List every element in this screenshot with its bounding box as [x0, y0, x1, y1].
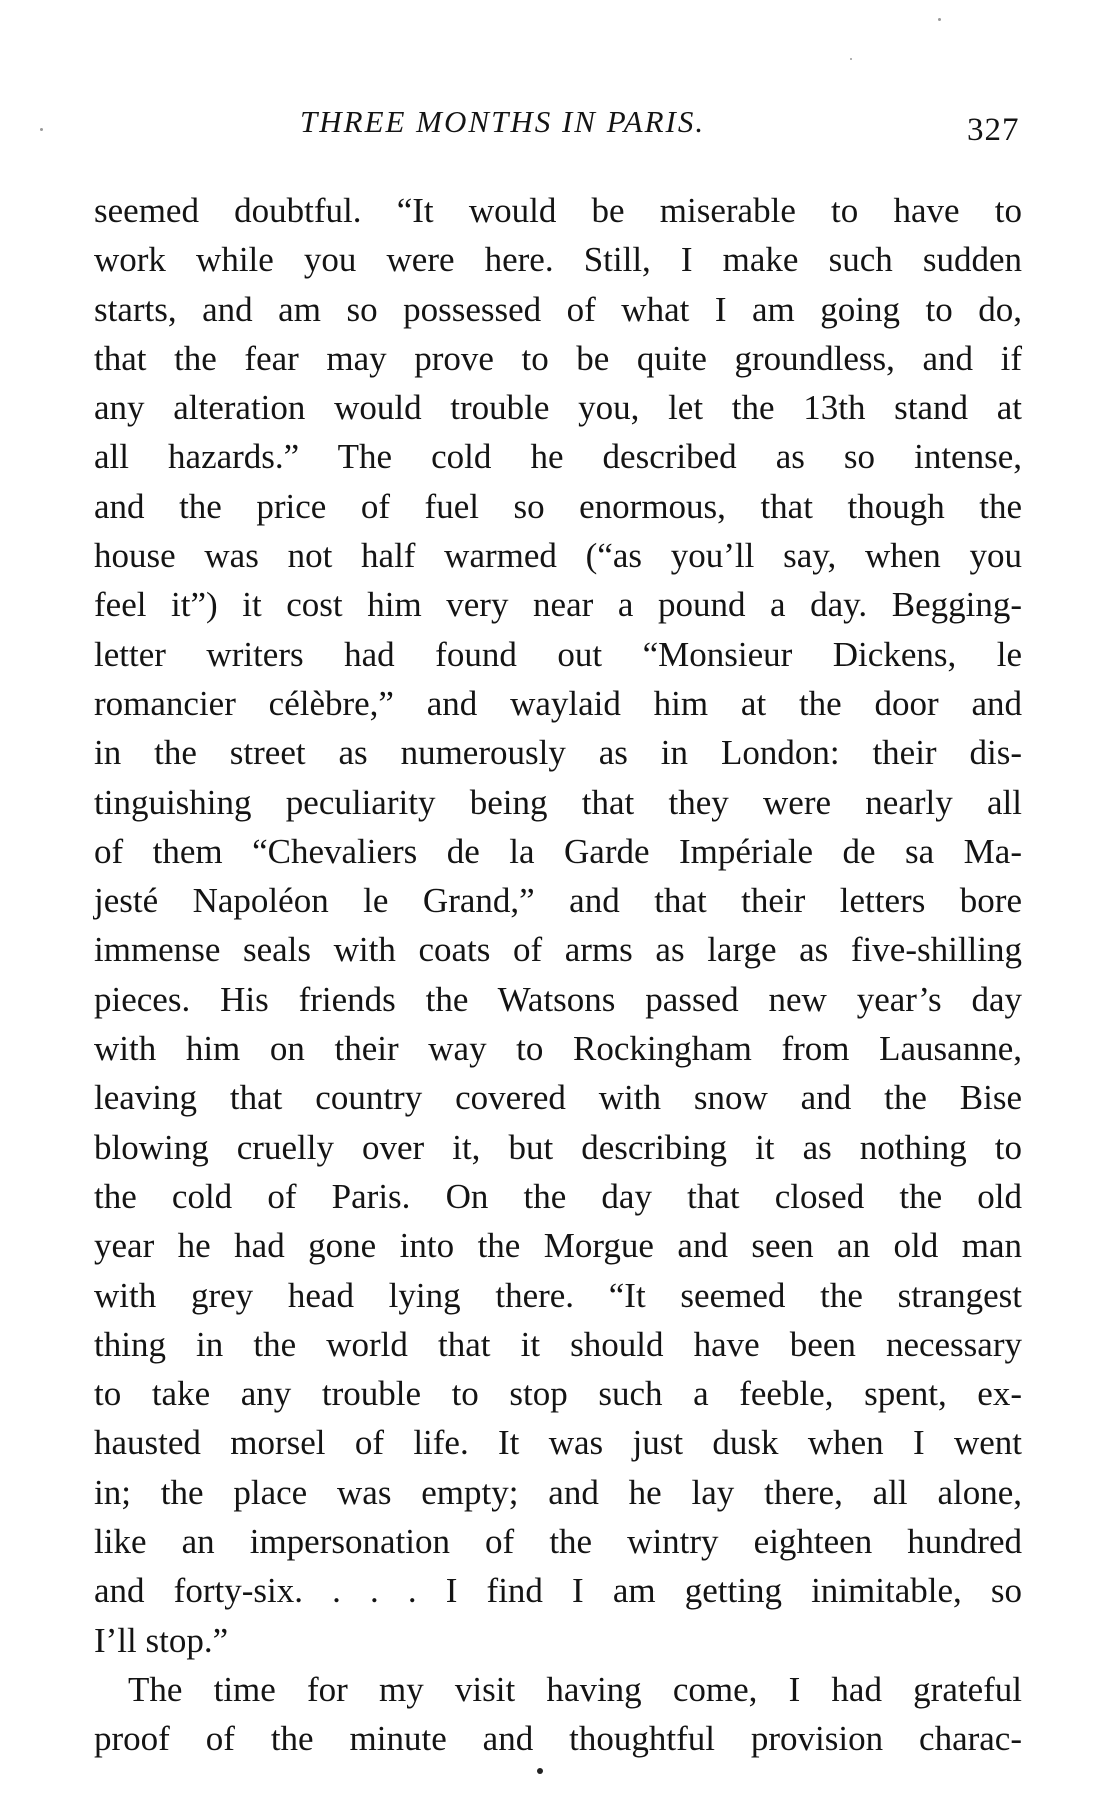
text-line: tinguishing peculiarity being that they were nearly all: [94, 782, 1022, 822]
text-line: hausted morsel of life. It was just dusk when I went: [94, 1423, 1022, 1463]
text-line: starts, and am so possessed of what I am going to do,: [94, 289, 1022, 329]
text-line: jesté Napoléon le Grand,” and that their letters bore: [94, 881, 1022, 921]
paragraph-start-line: The time for my visit having come, I had grateful: [128, 1669, 1022, 1709]
text-line: leaving that country covered with snow and the Bise: [94, 1078, 1022, 1118]
text-line: letter writers had found out “Monsieur Dickens, le: [94, 634, 1022, 674]
text-line: house was not half warmed (“as you’ll say, when you: [94, 536, 1022, 576]
text-line: in the street as numerously as in London: their dis-: [94, 733, 1022, 773]
paper-speck: [938, 18, 941, 21]
text-line: and the price of fuel so enormous, that though the: [94, 486, 1022, 526]
text-line: all hazards.” The cold he described as so intense,: [94, 437, 1022, 477]
running-head-title: THREE MONTHS IN PARIS.: [300, 104, 706, 139]
paragraph-end-line: I’ll stop.”: [94, 1620, 229, 1660]
text-line: that the fear may prove to be quite groundless, and if: [94, 338, 1022, 378]
text-line: in; the place was empty; and he lay there, all alone,: [94, 1472, 1022, 1512]
text-line: with him on their way to Rockingham from Lausanne,: [94, 1029, 1022, 1069]
text-line: of them “Chevaliers de la Garde Impériale de sa Ma-: [94, 831, 1022, 871]
body-text: [94, 186, 1022, 1764]
text-line: proof of the minute and thoughtful provision charac-: [94, 1719, 1022, 1759]
text-line: and forty-six. . . . I find I am getting inimitable, so: [94, 1571, 1022, 1611]
text-line: pieces. His friends the Watsons passed new year’s day: [94, 979, 1022, 1019]
text-line: romancier célèbre,” and waylaid him at the door and: [94, 683, 1022, 723]
text-line: any alteration would trouble you, let the 13th stand at: [94, 388, 1022, 428]
text-line: work while you were here. Still, I make such sudden: [94, 240, 1022, 280]
text-line: the cold of Paris. On the day that closed the old: [94, 1176, 1022, 1216]
text-line: thing in the world that it should have been necessary: [94, 1324, 1022, 1364]
page-number: 327: [967, 112, 1020, 148]
text-line: blowing cruelly over it, but describing it as nothing to: [94, 1127, 1022, 1167]
paper-speck: [40, 128, 43, 131]
text-line: seemed doubtful. “It would be miserable to have to: [94, 191, 1022, 230]
text-line: to take any trouble to stop such a feeble, spent, ex-: [94, 1374, 1022, 1414]
text-line: with grey head lying there. “It seemed the strangest: [94, 1275, 1022, 1315]
text-line: like an impersonation of the wintry eighteen hundred: [94, 1522, 1022, 1562]
text-line: year he had gone into the Morgue and seen an old man: [94, 1226, 1022, 1266]
printer-mark: [537, 1768, 543, 1774]
paper-speck: [850, 58, 852, 60]
text-line: immense seals with coats of arms as large as five-shilling: [94, 930, 1022, 970]
text-line: feel it”) it cost him very near a pound a day. Begging-: [94, 585, 1022, 625]
